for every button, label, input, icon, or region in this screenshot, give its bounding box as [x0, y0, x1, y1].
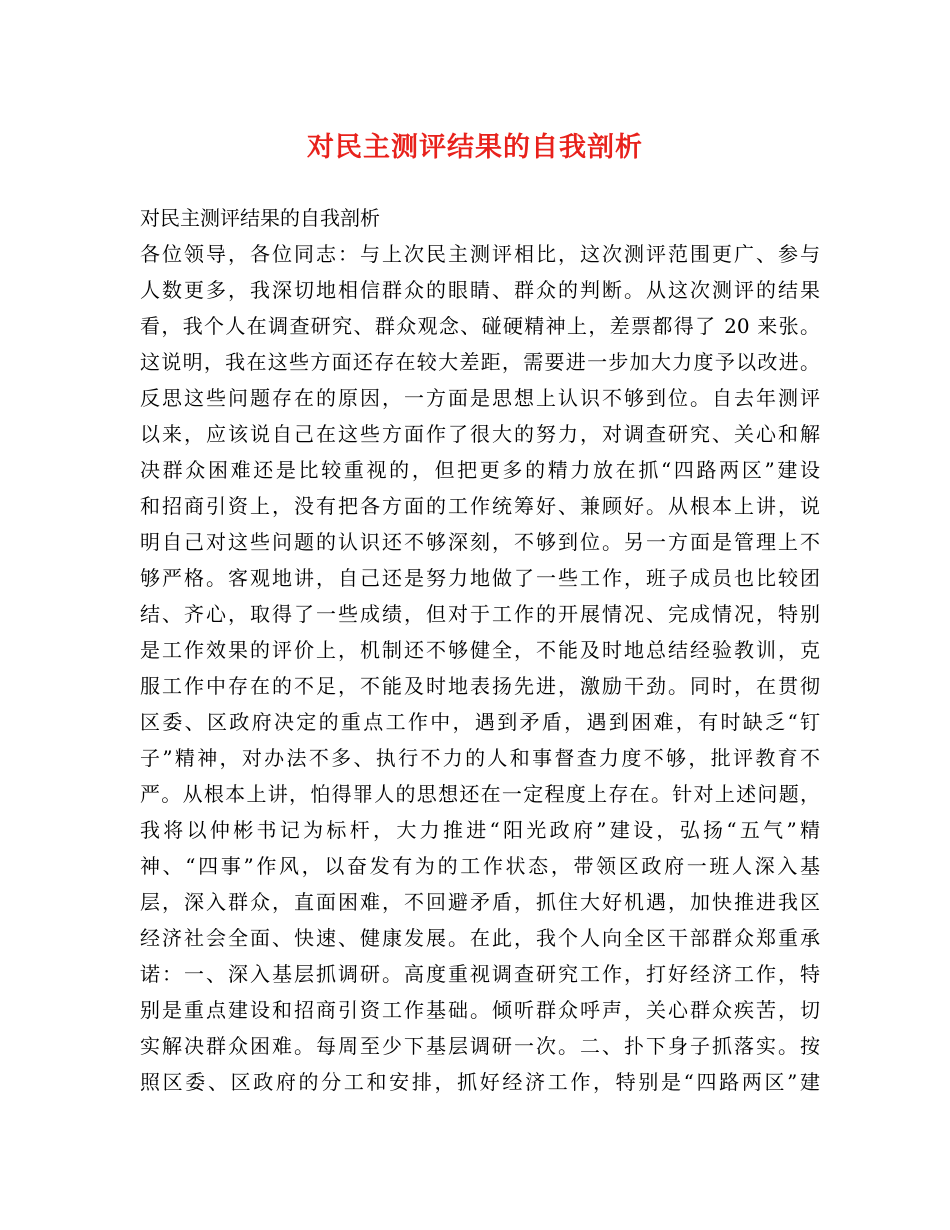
body-line: 是工作效果的评价上，机制还不够健全，不能及时地总结经验教训，克 [140, 638, 820, 662]
document-body [140, 200, 820, 1100]
body-line: 层，深入群众，直面困难，不回避矛盾，抓住大好机遇，加快推进我区 [140, 890, 820, 914]
body-line: 实解决群众困难。每周至少下基层调研一次。二、扑下身子抓落实。按 [140, 1034, 820, 1058]
body-line: 看，我个人在调查研究、群众观念、碰硬精神上，差票都得了 20 来张。 [140, 314, 820, 338]
body-line: 够严格。客观地讲，自己还是努力地做了一些工作，班子成员也比较团 [140, 566, 820, 590]
body-line: 明自己对这些问题的认识还不够深刻，不够到位。另一方面是管理上不 [140, 530, 820, 554]
body-line: 对民主测评结果的自我剖析 [140, 206, 380, 230]
body-line: 照区委、区政府的分工和安排，抓好经济工作，特别是“四路两区”建 [140, 1070, 820, 1094]
body-line: 人数更多，我深切地相信群众的眼睛、群众的判断。从这次测评的结果 [140, 278, 820, 302]
body-line: 诺：一、深入基层抓调研。高度重视调查研究工作，打好经济工作，特 [140, 962, 820, 986]
document-title: 对民主测评结果的自我剖析 [307, 132, 643, 163]
body-line: 结、齐心，取得了一些成绩，但对于工作的开展情况、完成情况，特别 [140, 602, 820, 626]
body-line: 别是重点建设和招商引资工作基础。倾听群众呼声，关心群众疾苦，切 [140, 998, 820, 1022]
body-line: 和招商引资上，没有把各方面的工作统筹好、兼顾好。从根本上讲，说 [140, 494, 820, 518]
body-line: 子”精神，对办法不多、执行不力的人和事督查力度不够，批评教育不 [140, 746, 820, 770]
body-line: 反思这些问题存在的原因，一方面是思想上认识不够到位。自去年测评 [140, 386, 820, 410]
body-line: 严。从根本上讲，怕得罪人的思想还在一定程度上存在。针对上述问题， [140, 782, 820, 806]
body-line: 服工作中存在的不足，不能及时地表扬先进，激励干劲。同时，在贯彻 [140, 674, 820, 698]
body-line: 以来，应该说自己在这些方面作了很大的努力，对调查研究、关心和解 [140, 422, 820, 446]
body-line: 我将以仲彬书记为标杆，大力推进“阳光政府”建设，弘扬“五气”精 [140, 818, 820, 842]
body-line: 这说明，我在这些方面还存在较大差距，需要进一步加大力度予以改进。 [140, 350, 820, 374]
body-line: 区委、区政府决定的重点工作中，遇到矛盾，遇到困难，有时缺乏“钉 [140, 710, 820, 734]
body-line: 神、“四事”作风，以奋发有为的工作状态，带领区政府一班人深入基 [140, 854, 820, 878]
body-line: 各位领导，各位同志：与上次民主测评相比，这次测评范围更广、参与 [140, 242, 820, 266]
body-line: 决群众困难还是比较重视的，但把更多的精力放在抓“四路两区”建设 [140, 458, 820, 482]
body-line: 经济社会全面、快速、健康发展。在此，我个人向全区干部群众郑重承 [140, 926, 820, 950]
